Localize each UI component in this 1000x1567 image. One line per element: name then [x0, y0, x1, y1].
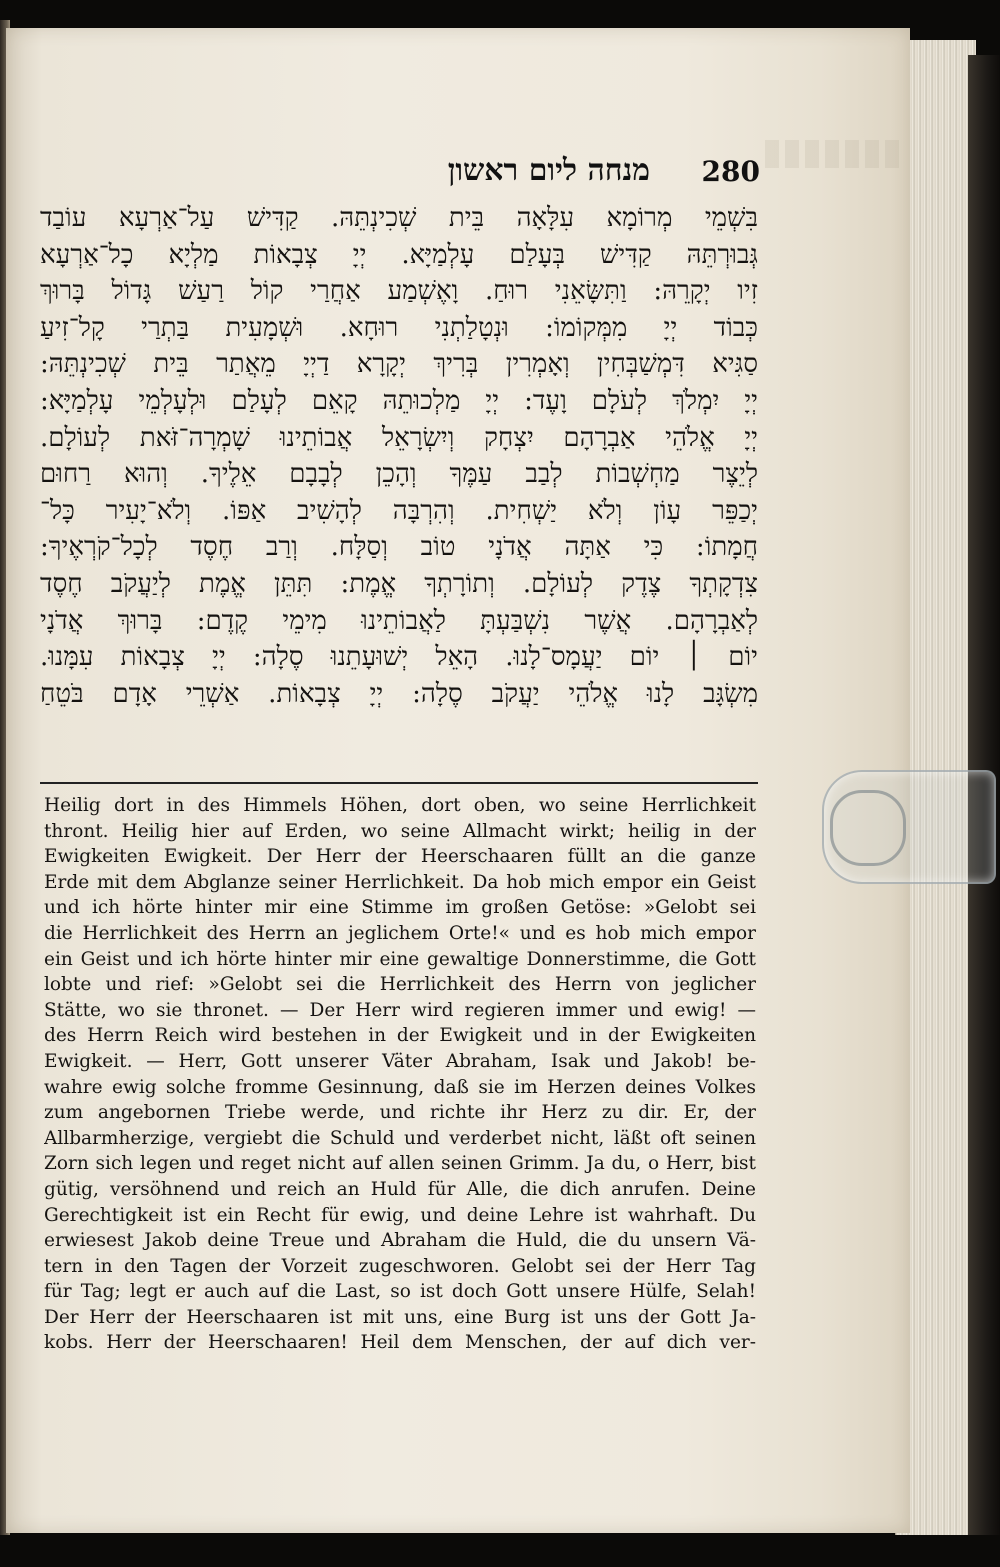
hebrew-line: יְיָ אֱלֹהֵי אַבְרָהָם יִצְחָק וְיִשְׂרָאֵל אֲבוֹתֵינוּ שָׁמְרָה־זֹּאת לְעוֹלָם.	[40, 422, 758, 453]
german-line: lobte und rief: »Gelobt sei die Herrlichkeit des Herrn von jeglicher	[44, 974, 756, 996]
german-line: für Tag; legt er auch auf die Last, so ist doch Gott unsere Hülfe, Selah!	[44, 1281, 756, 1303]
divider-rule	[40, 782, 758, 784]
german-line: Zorn sich legen und reget nicht auf allen seinen Grimm. Ja du, o Herr, bist	[44, 1153, 756, 1175]
page-header	[290, 155, 760, 195]
page-clip-loop	[830, 790, 906, 866]
page-number: 280	[701, 155, 760, 188]
hebrew-line: בִּשְׁמֵי מְרוֹמָא עִלָּאָה בֵּית שְׁכִינְתֵּהּ. קַדִּישׁ עַל־אַרְעָא עוֹבַד	[40, 203, 758, 233]
running-head: מנחה ליום ראשון	[447, 153, 650, 188]
hebrew-line: זִיו יְקָרֵהּ: וַתִּשָּׂאֵנִי רוּחַ. וָאֶשְׁמַע אַחֲרַי קוֹל רַעַשׁ גָּדוֹל בָּרוּךְ	[40, 276, 758, 307]
german-line: Stätte, wo sie thronet. — Der Herr wird regieren immer und ewig! —	[44, 999, 756, 1021]
german-line: gütig, versöhnend und reich an Huld für Alle, die dich anrufen. Deine	[44, 1178, 756, 1200]
hebrew-line: כְּבוֹד יְיָ מִמְּקוֹמוֹ: וּנְטָלַתְנִי רוּחָא. וּשְׁמָעִית בַּתְרַי קָל־זִיעַ	[40, 312, 758, 343]
german-line: kobs. Herr der Heerschaaren! Heil dem Menschen, der auf dich ver-	[44, 1332, 756, 1354]
hebrew-line: סַגִּיא דִּמְשַׁבְּחִין וְאָמְרִין בְּרִיךְ יְקָרָא דַיְיָ מֵאֲתַר בֵּית שְׁכִינְתֵּהּ:	[40, 349, 758, 380]
hebrew-text-block	[40, 200, 758, 712]
hebrew-line: צִדְקָתְךָ צֶדֶק לְעוֹלָם. וְתוֹרָתְךָ אֱמֶת: תִּתֵּן אֱמֶת לְיַעֲקֹב חֶסֶד	[40, 568, 758, 599]
hebrew-line: לְיֵצֶר מַחְשְׁבוֹת לְבַב עַמֶּךָ וְהָכֵן לְבָבָם אֵלֶיךָ. וְהוּא רַחוּם	[40, 459, 758, 490]
german-line: Heilig dort in des Himmels Höhen, dort oben, wo seine Herrlichkeit	[44, 795, 756, 816]
german-line: wahre ewig solche fromme Gesinnung, daß sie im Herzen deines Volkes	[44, 1076, 756, 1098]
hebrew-line: יְיָ יִמְלֹךְ לְעֹלָם וָעֶד: יְיָ מַלְכוּתֵהּ קָאֵם לְעָלַם וּלְעָלְמֵי עָלְמַיָּא:	[40, 385, 758, 416]
german-line: Gerechtigkeit ist ein Recht für ewig, und deine Lehre ist wahrhaft. Du	[44, 1204, 756, 1226]
german-line: erwiesest Jakob deine Treue und Abraham die Huld, die du unsern Vä-	[44, 1230, 756, 1252]
german-line: Allbarmherzige, vergiebt die Schuld und verderbet nicht, läßt oft seinen	[44, 1127, 756, 1149]
german-line: Ewigkeiten Ewigkeit. Der Herr der Heerschaaren füllt an die ganze	[44, 846, 756, 868]
show-through-text	[765, 140, 905, 168]
hebrew-line: חֲמָתוֹ: כִּי אַתָּה אֲדֹנָי טוֹב וְסַלָּח. וְרַב חֶסֶד לְכָל־קֹרְאֶיךָ:	[40, 532, 758, 563]
hebrew-line: יְכַפֵּר עָוֹן וְלֹא יַשְׁחִית. וְהִרְבָּה לְהָשִׁיב אַפּוֹ. וְלֹא־יָעִיר כָּל־	[40, 495, 758, 526]
hebrew-line: יוֹם ׀ יוֹם יַעֲמָס־לָנוּ. הָאֵל יְשׁוּעָתֵנוּ סֶלָה: יְיָ צְבָאוֹת עִמָּנוּ.	[40, 642, 758, 673]
german-line: Ewigkeit. — Herr, Gott unserer Väter Abraham, Isak und Jakob! be-	[44, 1050, 756, 1072]
german-line: ein Geist und ich hörte hinter mir eine gewaltige Donnerstimme, die Gott	[44, 948, 756, 970]
german-line: tern in den Tagen der Vorzeit zugeschworen. Gelobt sei der Herr Tag	[44, 1255, 756, 1277]
german-translation-block	[44, 793, 756, 1356]
german-line: des Herrn Reich wird bestehen in der Ewigkeit und in der Ewigkeiten	[44, 1025, 756, 1047]
hebrew-line: גְּבוּרְתֵּהּ קַדִּישׁ בְּעָלַם עָלְמַיָּא. יְיָ צְבָאוֹת מַלְיָא כָל־אַרְעָא	[40, 239, 758, 270]
german-line: Der Herr der Heerschaaren ist mit uns, eine Burg ist uns der Gott Ja-	[44, 1306, 756, 1328]
german-line: Erde mit dem Abglanze seiner Herrlichkeit. Da hob mich empor ein Geist	[44, 871, 756, 893]
hebrew-line: לְאַבְרָהָם. אֲשֶׁר נִשְׁבַּעְתָּ לַאֲבוֹתֵינוּ מִימֵי קֶדֶם: בָּרוּךְ אֲדֹנָי	[40, 605, 758, 636]
german-line: thront. Heilig hier auf Erden, wo seine Allmacht wirkt; heilig in der	[44, 820, 756, 842]
german-line: und ich hörte hinter mir eine Stimme im großen Getöse: »Gelobt sei	[44, 897, 756, 919]
hebrew-line: מִשְׂגָּב לָנוּ אֱלֹהֵי יַעֲקֹב סֶלָה: יְיָ צְבָאוֹת. אַשְׁרֵי אָדָם בֹּטֵחַ	[40, 678, 758, 709]
german-line: die Herrlichkeit des Herrn an jeglichem Orte!« und es hob mich empor	[44, 922, 756, 944]
german-line: zum angebornen Triebe werde, und richte ihr Herz zu dir. Er, der	[44, 1102, 756, 1124]
